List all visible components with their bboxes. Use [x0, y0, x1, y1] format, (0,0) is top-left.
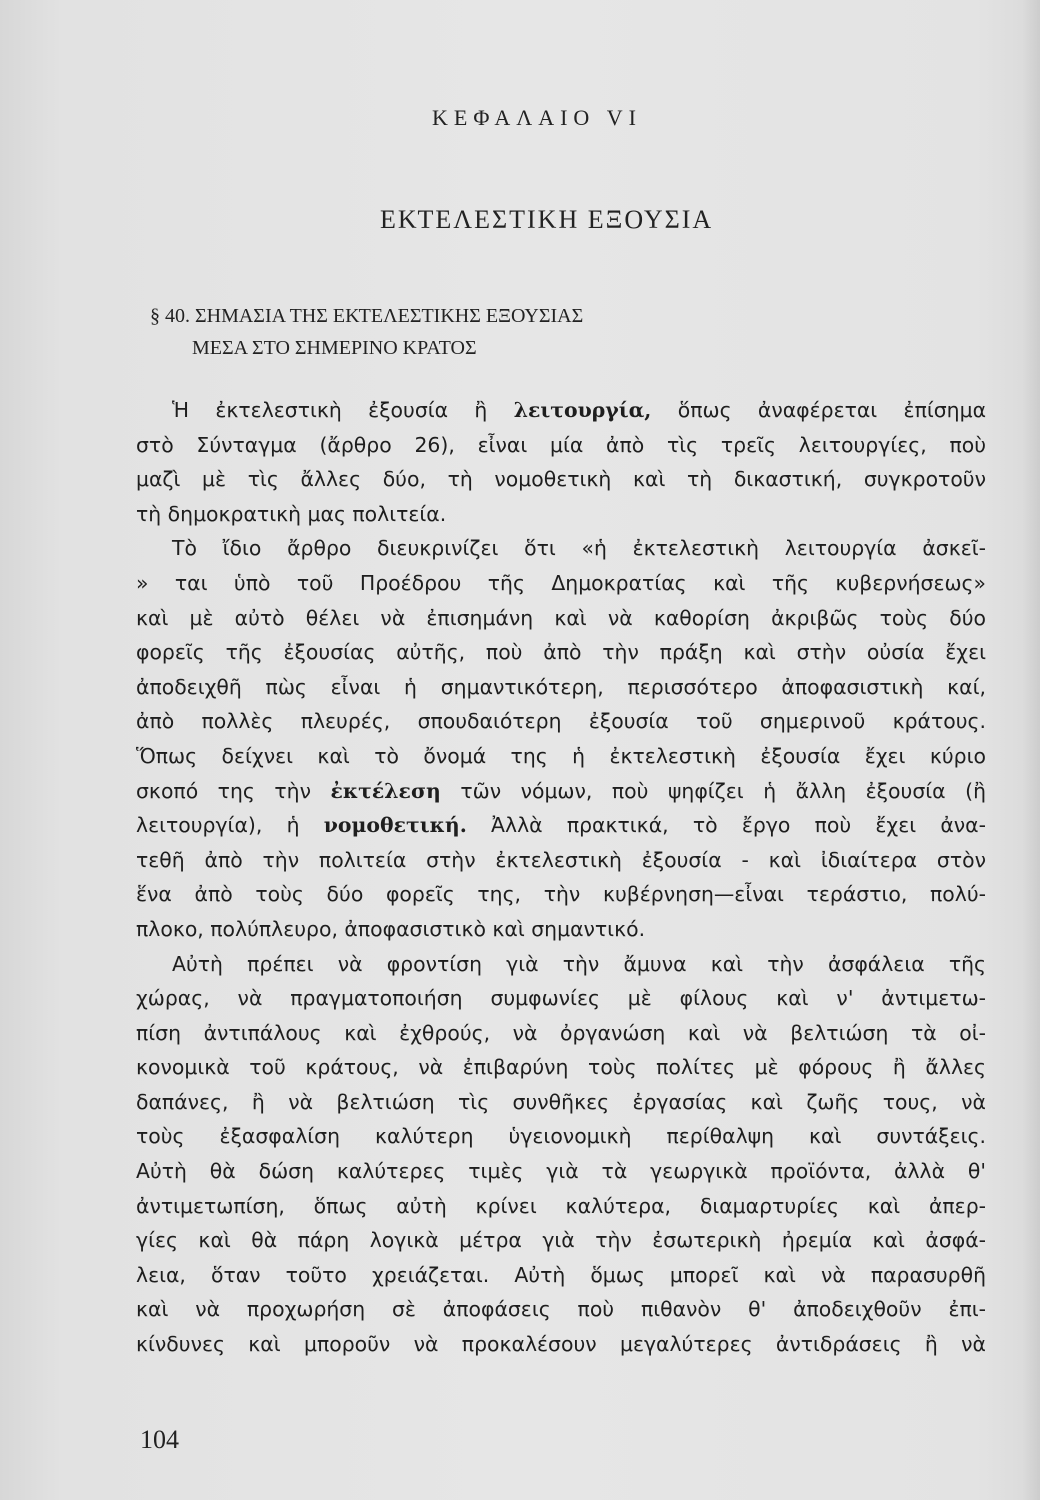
text-line: γίες καὶ θὰ πάρη λογικὰ μέτρα γιὰ τὴν ἐσωτερικὴ ἠρεμία καὶ ἀσφά- — [136, 1228, 986, 1253]
text-line: ἀπὸ πολλὲς πλευρές, σπουδαιότερη ἐξουσία τοῦ σημερινοῦ κράτους. — [136, 709, 986, 734]
text-line: Αὐτὴ θὰ δώση καλύτερες τιμὲς γιὰ τὰ γεωργικὰ προϊόντα, ἀλλὰ θ' — [136, 1159, 986, 1184]
text-line: τὴ δημοκρατικὴ μας πολιτεία. — [136, 501, 447, 526]
section-heading — [150, 300, 583, 364]
text-line: πίση ἀντιπάλους καὶ ἐχθρούς, νὰ ὀργανώση καὶ νὰ βελτιώση τὰ οἰ- — [136, 1020, 986, 1045]
text-line: πλοκο, πολύπλευρο, ἀποφασιστικὸ καὶ σημαντικό. — [136, 916, 646, 941]
text-line: λειτουργία), ἡ νομοθετική. Ἀλλὰ πρακτικά, τὸ ἔργο ποὺ ἔχει ἀνα- — [136, 813, 986, 838]
text-line: ἕνα ἀπὸ τοὺς δύο φορεῖς της, τὴν κυβέρνηση—εἶναι τεράστιο, πολύ- — [136, 882, 986, 907]
text-line: σκοπό της τὴν ἐκτέλεση τῶν νόμων, ποὺ ψηφίζει ἡ ἄλλη ἐξουσία (ἢ — [136, 778, 986, 803]
text-line: τεθῆ ἀπὸ τὴν πολιτεία στὴν ἐκτελεστικὴ ἐξουσία - καὶ ἰδιαίτερα στὸν — [136, 847, 986, 872]
text-line: καὶ μὲ αὐτὸ θέλει νὰ ἐπισημάνη καὶ νὰ καθορίση ἀκριβῶς τοὺς δύο — [136, 605, 986, 630]
text-line: Αὐτὴ πρέπει νὰ φροντίση γιὰ τὴν ἄμυνα καὶ τὴν ἀσφάλεια τῆς — [172, 951, 986, 976]
page-number: 104 — [140, 1425, 179, 1454]
section-heading-line1: § 40. ΣΗΜΑΣΙΑ ΤΗΣ ΕΚΤΕΛΕΣΤΙΚΗΣ ΕΞΟΥΣΙΑΣ — [150, 305, 584, 327]
text-line: στὸ Σύνταγμα (ἄρθρο 26), εἶναι μία ἀπὸ τὶς τρεῖς λειτουργίες, ποὺ — [136, 432, 986, 457]
chapter-label: ΚΕΦΑΛΑΙΟ VI — [432, 105, 643, 130]
text-line: χώρας, νὰ πραγματοποιήση συμφωνίες μὲ φίλους καὶ ν' ἀντιμετω- — [136, 986, 986, 1011]
emphasis-term: ἐκτέλεση — [330, 778, 441, 803]
page-edge-shadow — [1022, 0, 1040, 1500]
text-line: δαπάνες, ἢ νὰ βελτιώση τὶς συνθῆκες ἐργασίας καὶ ζωῆς τους, νὰ — [136, 1089, 986, 1114]
text-line: τοὺς ἐξασφαλίση καλύτερη ὑγειονομικὴ περίθαλψη καὶ συντάξεις. — [136, 1124, 986, 1149]
emphasis-term: λειτουργία, — [513, 398, 652, 422]
emphasis-term: νομοθετική. — [323, 813, 467, 838]
text-line: Ἡ ἐκτελεστικὴ ἐξουσία ἢ λειτουργία, ὅπως ἀναφέρεται ἐπίσημα — [172, 398, 986, 422]
section-heading-line2: ΜΕΣΑ ΣΤΟ ΣΗΜΕΡΙΝΟ ΚΡΑΤΟΣ — [192, 337, 477, 359]
text-line: Τὸ ἴδιο ἄρθρο διευκρινίζει ὅτι «ἡ ἐκτελεστικὴ λειτουργία ἀσκεῖ- — [172, 536, 986, 561]
text-line: καὶ νὰ προχωρήση σὲ ἀποφάσεις ποὺ πιθανὸν θ' ἀποδειχθοῦν ἐπι- — [136, 1297, 986, 1322]
body-text — [136, 393, 986, 1362]
text-line: » ται ὑπὸ τοῦ Προέδρου τῆς Δημοκρατίας καὶ τῆς κυβερνήσεως» — [136, 570, 986, 595]
text-line: μαζὶ μὲ τὶς ἄλλες δύο, τὴ νομοθετικὴ καὶ τὴ δικαστική, συγκροτοῦν — [136, 467, 986, 492]
text-line: κονομικὰ τοῦ κράτους, νὰ ἐπιβαρύνη τοὺς πολίτες μὲ φόρους ἢ ἄλλες — [136, 1055, 986, 1080]
text-line: φορεῖς τῆς ἐξουσίας αὐτῆς, ποὺ ἀπὸ τὴν πράξη καὶ στὴν οὐσία ἔχει — [136, 640, 986, 665]
text-line: λεια, ὅταν τοῦτο χρειάζεται. Αὐτὴ ὅμως μπορεῖ καὶ νὰ παρασυρθῆ — [136, 1262, 986, 1287]
text-line: ἀντιμετωπίση, ὅπως αὐτὴ κρίνει καλύτερα, διαμαρτυρίες καὶ ἀπερ- — [136, 1193, 986, 1218]
text-line: κίνδυνες καὶ μποροῦν νὰ προκαλέσουν μεγαλύτερες ἀντιδράσεις ἢ νὰ — [136, 1332, 986, 1357]
text-line: Ὅπως δείχνει καὶ τὸ ὄνομά της ἡ ἐκτελεστικὴ ἐξουσία ἔχει κύριο — [136, 743, 986, 768]
chapter-title: ΕΚΤΕΛΕΣΤΙΚΗ ΕΞΟΥΣΙΑ — [380, 205, 714, 234]
text-line: ἀποδειχθῆ πὼς εἶναι ἡ σημαντικότερη, περισσότερο ἀποφασιστικὴ καί, — [136, 674, 986, 699]
